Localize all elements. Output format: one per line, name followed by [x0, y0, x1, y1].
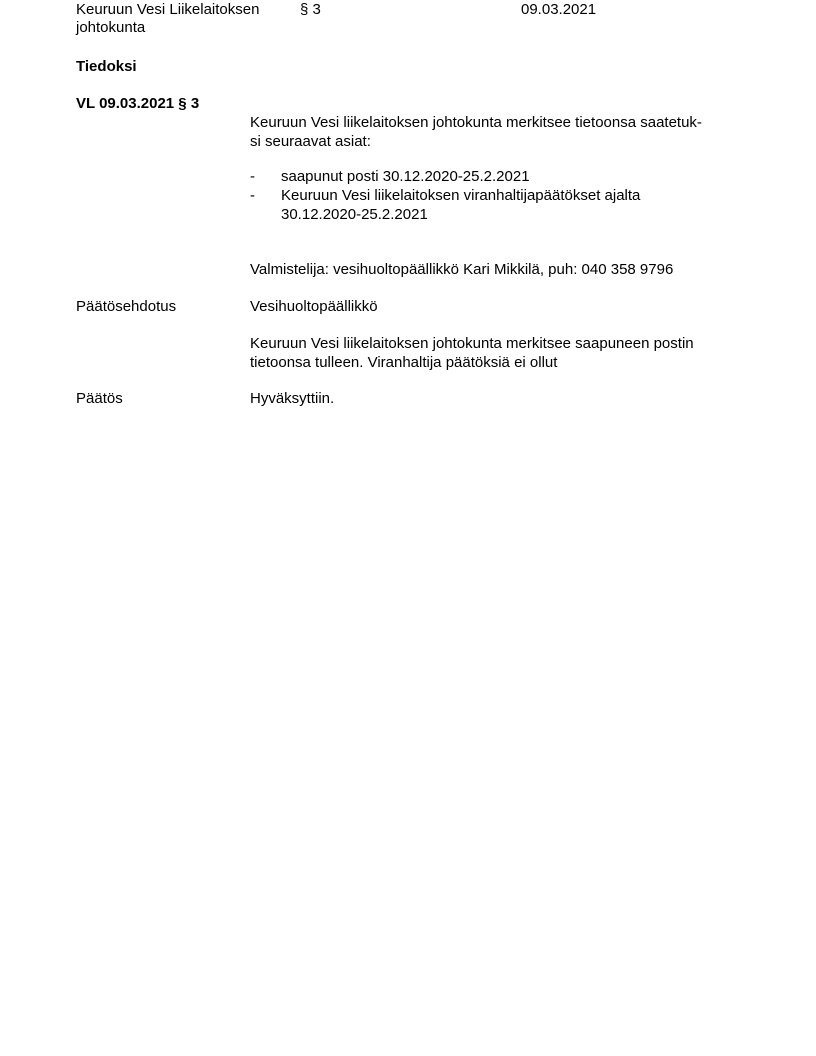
bullet-item-2 — [281, 186, 751, 224]
bullet-item-2-line-2: 30.12.2020-25.2.2021 — [281, 206, 428, 223]
meeting-reference: VL 09.03.2021 § 3 — [76, 95, 200, 112]
decision-label: Päätös — [76, 390, 123, 407]
bullet-dash-1: - — [250, 168, 255, 185]
intro-line-2: si seuraavat asiat: — [250, 133, 371, 150]
intro-paragraph — [250, 113, 750, 151]
decision-text: Hyväksyttiin. — [250, 390, 335, 407]
proposal-text — [250, 334, 750, 372]
proposal-text-line-1: Keuruun Vesi liikelaitoksen johtokunta merkitsee saapuneen postin — [250, 335, 694, 352]
header-org-name: Keuruun Vesi Liikelaitoksen — [76, 1, 260, 18]
bullet-item-1: saapunut posti 30.12.2020-25.2.2021 — [281, 168, 530, 185]
header-date: 09.03.2021 — [521, 1, 597, 18]
bullet-dash-2: - — [250, 187, 255, 204]
preparer-line: Valmistelija: vesihuoltopäällikkö Kari Mikkilä, puh: 040 358 9796 — [250, 261, 674, 278]
proposal-text-line-2: tietoonsa tulleen. Viranhaltija päätöksiä ei ollut — [250, 354, 558, 371]
proposal-label: Päätösehdotus — [76, 298, 177, 315]
section-title: Tiedoksi — [76, 58, 137, 75]
proposal-proposer: Vesihuoltopäällikkö — [250, 298, 378, 315]
bullet-item-2-line-1: Keuruun Vesi liikelaitoksen viranhaltijapäätökset ajalta — [281, 187, 641, 204]
intro-line-1: Keuruun Vesi liikelaitoksen johtokunta merkitsee tietoonsa saatetuk- — [250, 114, 702, 131]
header-section-number: § 3 — [300, 1, 321, 18]
header-org-name-cont: johtokunta — [76, 19, 146, 36]
